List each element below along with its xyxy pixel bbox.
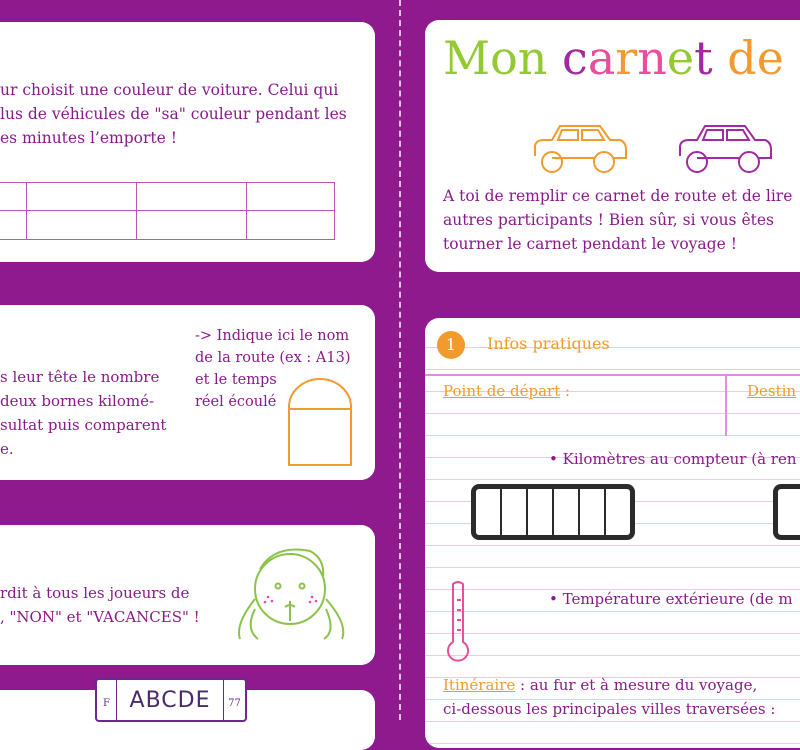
section-title: Infos pratiques: [487, 334, 610, 353]
left-card-forbidden-words: [0, 525, 375, 665]
plate-number: ABCDE: [129, 687, 211, 713]
depart-label: Point de départ: [443, 382, 561, 400]
infos-card: [425, 318, 800, 748]
fold-line: [399, 0, 401, 720]
left-card-km-game: [0, 305, 375, 480]
destination-label: Destin: [747, 382, 797, 400]
left-card-plate-game: [0, 687, 375, 750]
milestone-icon: [285, 377, 355, 467]
itineraire-label: Itinéraire: [443, 676, 516, 694]
depart-field: [443, 382, 570, 400]
section-divider: [425, 374, 800, 376]
left-card-colour-game: [0, 22, 375, 262]
score-grid: [0, 182, 335, 240]
title-word-carnet: [562, 31, 713, 85]
section-number: 1: [445, 335, 457, 354]
title-letter: e: [666, 31, 695, 85]
page-title: [443, 30, 784, 86]
title-card: [425, 20, 800, 272]
thermometer-icon: [443, 580, 473, 664]
itineraire-text-line2: ci-dessous les principales villes traversées :: [443, 700, 776, 718]
plate-department: 77: [223, 680, 245, 720]
plate-country-code: F: [97, 680, 117, 720]
title-word-mon: Mon: [443, 31, 548, 85]
intro-text: A toi de remplir ce carnet de route et de lire autres participants ! Bien sûr, si vous êtes tourner le carnet pendant le voyage !: [443, 187, 793, 253]
km-game-text: s leur tête le nombre deux bornes kilomé- sultat puis comparent e.: [0, 368, 167, 458]
title-letter: t: [694, 31, 713, 85]
itineraire-row: [443, 676, 757, 694]
km-label: • Kilomètres au compteur (à ren: [549, 450, 797, 468]
licence-plate: [95, 678, 247, 722]
title-letter: a: [587, 31, 616, 85]
orange-car-icon: [530, 118, 630, 178]
title-letter: r: [615, 31, 638, 85]
forbidden-words-text: rdit à tous les joueurs de , "NON" et "VACANCES" !: [0, 584, 200, 626]
itineraire-text: : au fur et à mesure du voyage,: [515, 676, 758, 694]
depart-destination-divider: [725, 376, 727, 436]
road-note: -> Indique ici le nom de la route (ex : A13) et le temps réel écoulé: [195, 328, 351, 410]
title-word-de: de: [727, 31, 784, 85]
odometer-end: [773, 484, 800, 540]
depart-suffix: :: [560, 382, 571, 400]
purple-car-icon: [675, 118, 775, 178]
title-letter: c: [562, 31, 588, 85]
odometer-start: [471, 484, 635, 540]
section-number-badge: [437, 331, 465, 359]
temperature-label: • Température extérieure (de m: [549, 590, 793, 608]
girl-shush-icon: [230, 539, 360, 649]
colour-game-text: ur choisit une couleur de voiture. Celui qui lus de véhicules de "sa" couleur pendant les es minutes l’emporte !: [0, 81, 347, 147]
title-letter: n: [637, 31, 667, 85]
